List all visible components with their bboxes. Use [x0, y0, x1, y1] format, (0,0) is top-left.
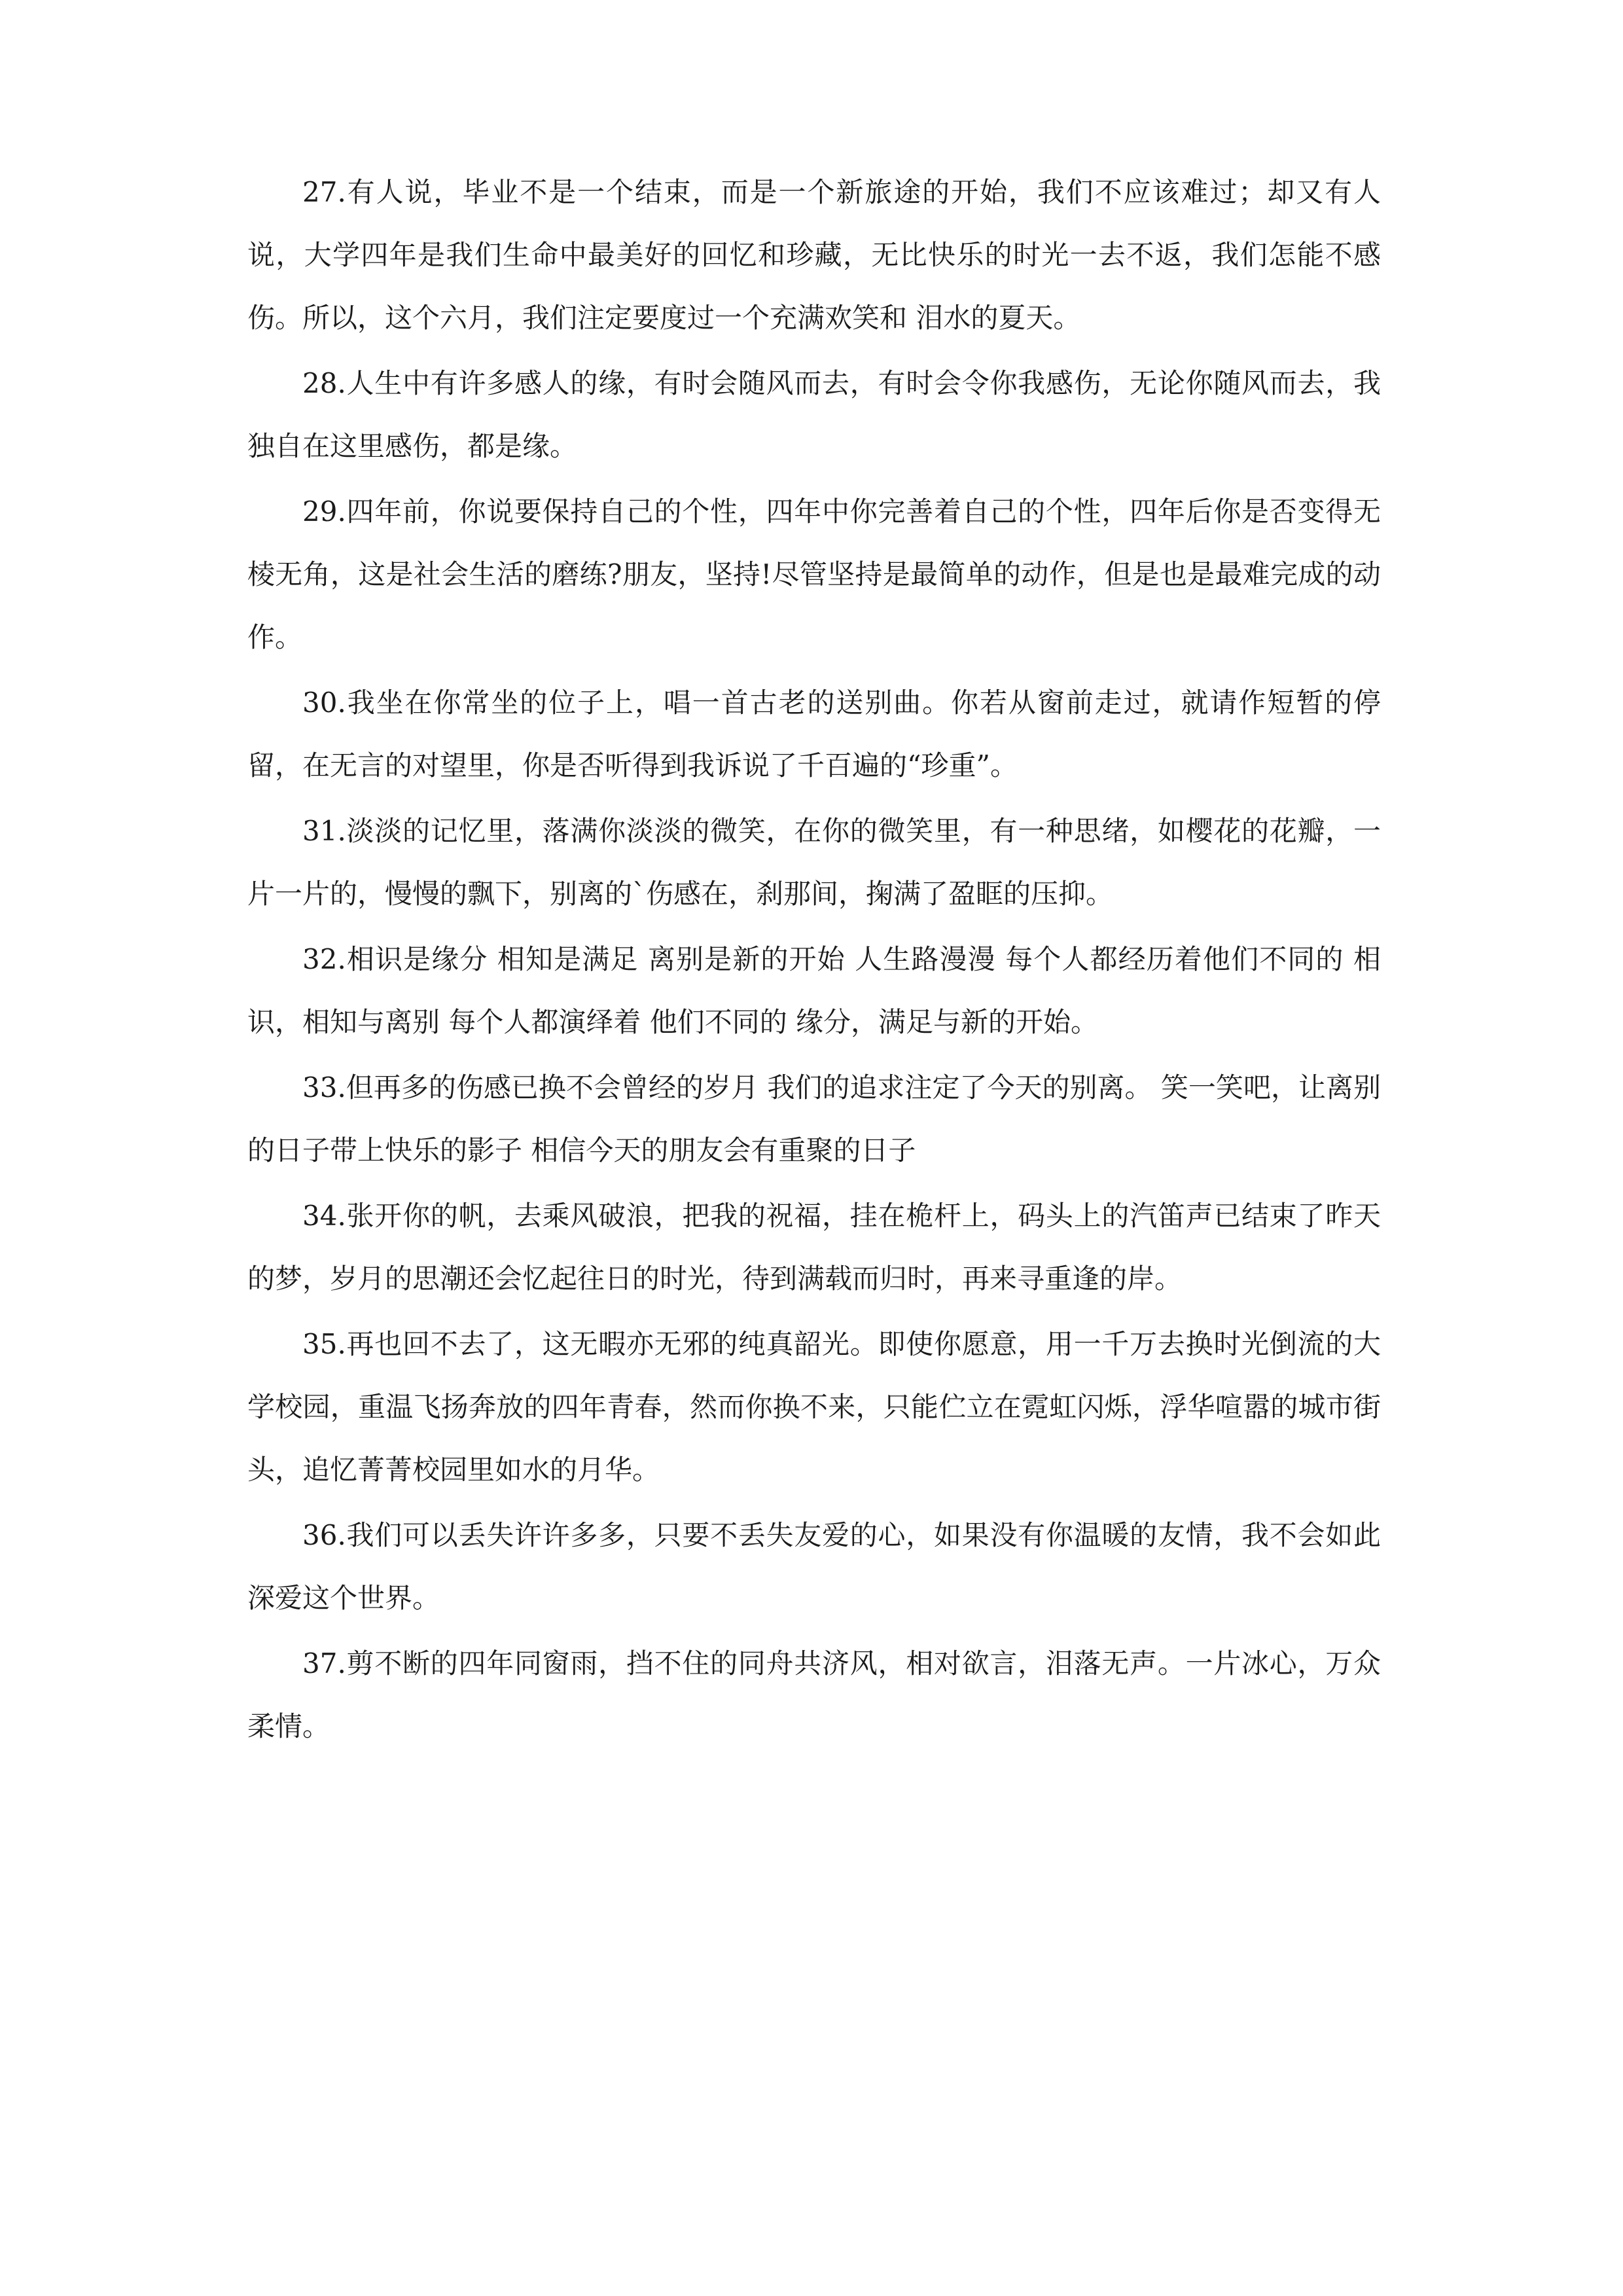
paragraph-30: 30.我坐在你常坐的位子上，唱一首古老的送别曲。你若从窗前走过，就请作短暂的停留，在无言的对望里，你是否听得到我诉说了千百遍的“珍重”。: [247, 687, 1381, 781]
paragraph-34: 34.张开你的帆，去乘风破浪，把我的祝福，挂在桅杆上，码头上的汽笛声已结束了昨天的梦，岁月的思潮还会忆起往日的时光，待到满载而归时，再来寻重逢的岸。: [247, 1200, 1381, 1295]
paragraph-37: 37.剪不断的四年同窗雨，挡不住的同舟共济风，相对欲言，泪落无声。一片冰心，万众柔情。: [247, 1647, 1381, 1742]
paragraph-29: 29.四年前，你说要保持自己的个性，四年中你完善着自己的个性，四年后你是否变得无棱无角，这是社会生活的磨练?朋友，坚持!尽管坚持是最简单的动作，但是也是最难完成的动作。: [247, 495, 1381, 653]
paragraph-28: 28.人生中有许多感人的缘，有时会随风而去，有时会令你我感伤，无论你随风而去，我独自在这里感伤，都是缘。: [247, 367, 1381, 462]
document-body: [247, 161, 1381, 1761]
paragraph-27: 27.有人说，毕业不是一个结束，而是一个新旅途的开始，我们不应该难过；却又有人说，大学四年是我们生命中最美好的回忆和珍藏，无比快乐的时光一去不返，我们怎能不感伤。所以，这个六月，我们注定要度过一个充满欢笑和 泪水的夏天。: [247, 176, 1381, 334]
paragraph-35: 35.再也回不去了，这无暇亦无邪的纯真韶光。即使你愿意，用一千万去换时光倒流的大学校园，重温飞扬奔放的四年青春，然而你换不来，只能伫立在霓虹闪烁，浮华喧嚣的城市街头，追忆菁菁校园里如水的月华。: [247, 1328, 1381, 1486]
paragraph-32: 32.相识是缘分 相知是满足 离别是新的开始 人生路漫漫 每个人都经历着他们不同的 相识，相知与离别 每个人都演绎着 他们不同的 缘分，满足与新的开始。: [247, 943, 1381, 1038]
paragraph-33: 33.但再多的伤感已换不会曾经的岁月 我们的追求注定了今天的别离。 笑一笑吧，让离别的日子带上快乐的影子 相信今天的朋友会有重聚的日子: [247, 1071, 1381, 1166]
paragraph-31: 31.淡淡的记忆里，落满你淡淡的微笑，在你的微笑里，有一种思绪，如樱花的花瓣，一片一片的，慢慢的飘下，别离的`伤感在，刹那间，掬满了盈眶的压抑。: [247, 815, 1381, 910]
paragraph-36: 36.我们可以丢失许许多多，只要不丢失友爱的心，如果没有你温暖的友情，我不会如此深爱这个世界。: [247, 1519, 1381, 1614]
